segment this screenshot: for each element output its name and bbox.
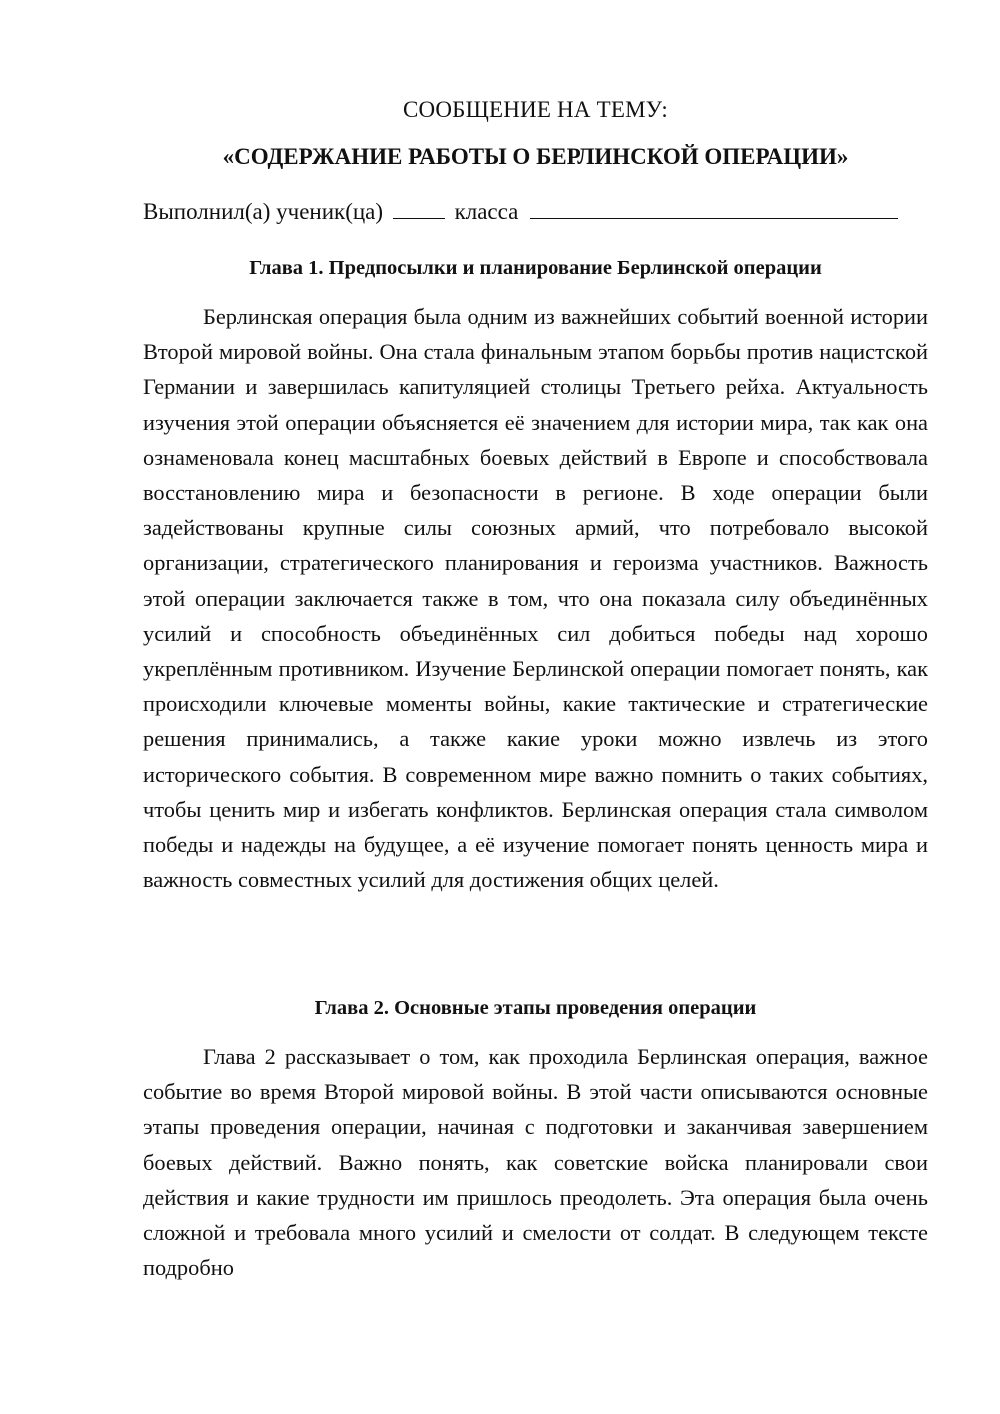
chapter-1-paragraph: Берлинская операция была одним из важнейших событий военной истории Второй мировой войны. Она стала финальным этапом борьбы против нацистской Германии и завершилась капитуляцией столицы Третьего рейха. Актуальность изучения этой операции объясняется её значением для истории мира, так как она ознаменовала конец масштабных боевых действий в Европе и способствовала восстановлению мира и безопасности в регионе. В ходе операции были задействованы крупные силы союзных армий, что потребовало высокой организации, стратегического планирования и героизма участников. Важность этой операции заключается также в том, что она показала силу объединённых усилий и способность объединённых сил добиться победы над хорошо укреплённым противником. Изучение Берлинской операции помогает понять, как происходили ключевые моменты войны, какие тактические и стратегические решения принимались, а также какие уроки можно извлечь из этого исторического события. В современном мире важно помнить о таких событиях, чтобы ценить мир и избегать конфликтов. Берлинская операция стала символом победы и надежды на будущее, а её изучение помогает понять ценность мира и важность совместных усилий для достижения общих целей.	[143, 304, 928, 893]
author-line	[143, 198, 928, 226]
document-title: СООБЩЕНИЕ НА ТЕМУ:	[403, 97, 668, 122]
chapter-2-heading: Глава 2. Основные этапы проведения операции	[314, 997, 757, 1019]
class-label: класса	[454, 199, 519, 224]
chapter-1-heading: Глава 1. Предпосылки и планирование Берлинской операции	[249, 257, 822, 279]
chapter-2-paragraph: Глава 2 рассказывает о том, как проходила Берлинская операция, важное событие во время Второй мировой войны. В этой части описываются основные этапы проведения операции, начиная с подготовки и заканчивая завершением боевых действий. Важно понять, как советские войска планировали свои действия и какие трудности им пришлось преодолеть. Эта операция была очень сложной и требовала много усилий и смелости от солдат. В следующем тексте подробно	[143, 1044, 928, 1281]
student-name-blank	[530, 198, 898, 219]
class-number-blank	[393, 198, 445, 219]
performed-label: Выполнил(а) ученик(ца)	[143, 199, 384, 224]
document-subtitle: «СОДЕРЖАНИЕ РАБОТЫ О БЕРЛИНСКОЙ ОПЕРАЦИИ»	[222, 144, 849, 169]
